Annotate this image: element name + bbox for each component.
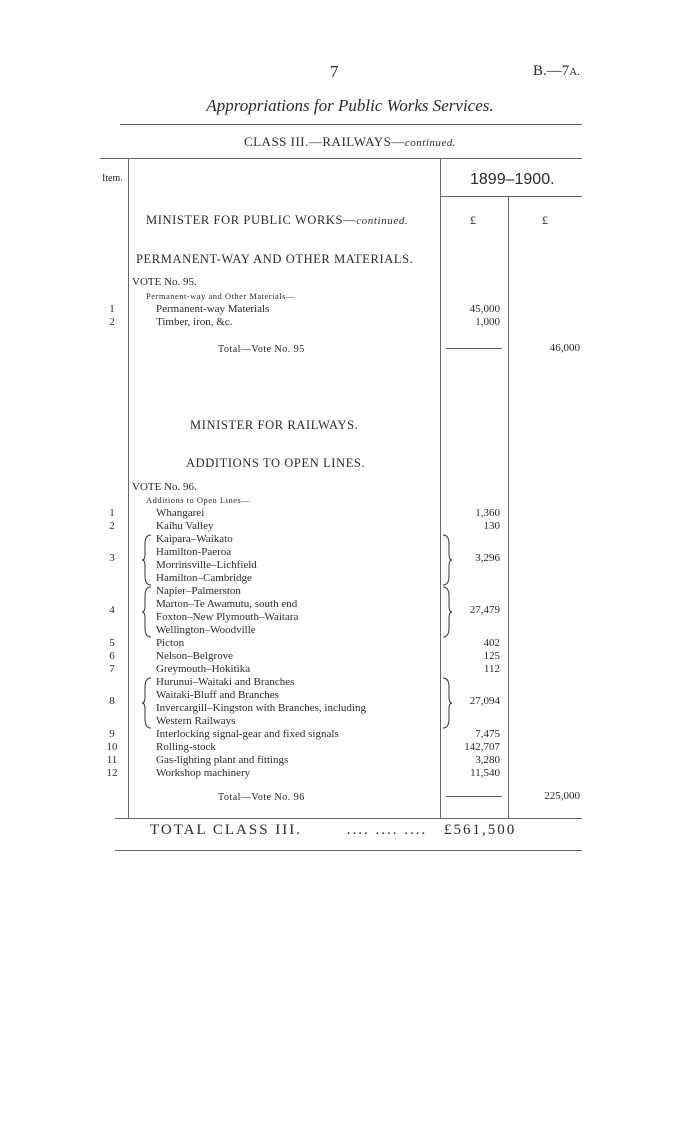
item-amount: 7,475 (475, 728, 500, 740)
group-line (0, 585, 700, 598)
section-heading-additions: ADDITIONS TO OPEN LINES. (186, 456, 366, 470)
item-number: 12 (106, 767, 118, 779)
item-label: Foxton–New Plymouth–Waitara (156, 611, 299, 623)
ministry-heading (146, 213, 408, 228)
item-amount: 3,280 (475, 754, 500, 766)
item-number: 3 (109, 552, 115, 564)
group-line (0, 533, 700, 546)
year-column-header: 1899–1900. (470, 171, 555, 188)
item-label: Picton (156, 637, 185, 649)
group-line (0, 624, 700, 637)
vote-label: VOTE No. 95. (132, 276, 197, 288)
item-amount: 45,000 (469, 303, 500, 315)
item-label: Hurunui–Waitaki and Branches (156, 676, 295, 688)
item-label: Kaipara–Waikato (156, 533, 233, 545)
subhead: Additions to Open Lines— (146, 495, 251, 505)
item-amount: 142,707 (464, 741, 500, 753)
table-top-rule (100, 158, 582, 159)
grand-total-leader: .... .... .... (346, 822, 428, 838)
table-row (0, 303, 700, 316)
item-number: 7 (109, 663, 115, 675)
class-title-main: CLASS III.—RAILWAYS— (243, 134, 405, 149)
table-row (0, 507, 700, 520)
item-amount: 1,360 (475, 507, 500, 519)
right-brace (442, 677, 452, 729)
section-heading: PERMANENT-WAY AND OTHER MATERIALS. (136, 252, 414, 266)
item-label: Kaihu Valley (156, 520, 214, 532)
table-row (0, 754, 700, 767)
item-number: 1 (109, 303, 115, 315)
table-row (0, 316, 700, 329)
item-label: Workshop machinery (156, 767, 251, 779)
vote-total-amount: 225,000 (544, 790, 580, 802)
item-label: Wellington–Woodville (156, 624, 256, 636)
item-label: Hamilton–Cambridge (156, 572, 252, 584)
item-column-header: Item. (102, 173, 123, 184)
item-number: 8 (109, 695, 115, 707)
ministry-heading-text: MINISTER FOR PUBLIC WORKS— (146, 213, 357, 227)
document-reference (533, 63, 580, 80)
item-amount: 1,000 (475, 316, 500, 328)
item-label: Morrinsville–Lichfield (156, 559, 257, 571)
reference-suffix: A. (569, 66, 580, 78)
vote-total-label: Total—Vote No. 96 (218, 792, 305, 803)
item-number: 9 (109, 728, 115, 740)
grand-total-amount: £561,500 (444, 822, 517, 838)
left-brace (142, 677, 152, 729)
table-row (0, 637, 700, 650)
vote-total-amount: 46,000 (549, 342, 580, 354)
table-row (0, 728, 700, 741)
reference-main: B.—7 (533, 63, 570, 79)
item-label: Rolling-stock (156, 741, 216, 753)
total-rule (446, 796, 502, 797)
left-brace (142, 586, 152, 638)
item-number: 6 (109, 650, 115, 662)
page-title: Appropriations for Public Works Services. (206, 96, 494, 115)
table-row (0, 767, 700, 780)
header-rule (120, 124, 582, 125)
item-number: 4 (109, 604, 115, 616)
total-rule (446, 348, 502, 349)
item-number: 1 (109, 507, 115, 519)
item-amount: 130 (483, 520, 500, 532)
item-label: Invercargill–Kingston with Branches, including (156, 702, 366, 714)
item-amount: 11,540 (470, 767, 500, 779)
group-amount: 27,094 (469, 695, 500, 707)
item-label: Waitaki-Bluff and Branches (156, 689, 279, 701)
table-row (0, 520, 700, 533)
group-number (0, 552, 700, 565)
group-line (0, 715, 700, 728)
table-row (0, 650, 700, 663)
item-label: Interlocking signal-gear and fixed signals (156, 728, 339, 740)
item-amount: 125 (483, 650, 500, 662)
item-label: Greymouth–Hokitika (156, 663, 251, 675)
table-row (0, 741, 700, 754)
group-number (0, 695, 700, 708)
group-number (0, 604, 700, 617)
item-label: Hamilton-Paeroa (156, 546, 232, 558)
page-number: 7 (330, 62, 339, 81)
item-label: Nelson–Belgrove (156, 650, 233, 662)
vote-label: VOTE No. 96. (132, 481, 197, 493)
item-number: 2 (109, 520, 115, 532)
vote-total-label: Total—Vote No. 95 (218, 344, 305, 355)
item-label: Timber, iron, &c. (156, 316, 233, 328)
right-brace (442, 534, 452, 586)
item-label: Marton–Te Awamutu, south end (156, 598, 298, 610)
item-label: Whangarei (156, 507, 205, 519)
grand-total-label: TOTAL CLASS III. (150, 822, 303, 838)
table-bottom-rule (115, 818, 582, 819)
item-number: 2 (109, 316, 115, 328)
group-amount: 27,479 (469, 604, 500, 616)
currency-symbol-left: £ (470, 213, 476, 227)
item-number: 5 (109, 637, 115, 649)
class-title-suffix: continued. (404, 137, 457, 149)
item-amount: 402 (483, 637, 500, 649)
ministry-heading-railways: MINISTER FOR RAILWAYS. (190, 418, 359, 432)
item-label: Permanent-way Materials (156, 303, 270, 315)
left-brace (142, 534, 152, 586)
grand-total (150, 822, 516, 839)
item-amount: 112 (483, 663, 500, 675)
currency-symbol-right: £ (542, 213, 548, 227)
table-row (0, 663, 700, 676)
ministry-heading-suffix: continued. (356, 215, 409, 227)
class-title (0, 134, 700, 150)
year-header-rule (440, 196, 582, 197)
item-number: 10 (106, 741, 118, 753)
grand-total-rule (115, 850, 582, 851)
item-label: Napier–Palmerston (156, 585, 241, 597)
group-line (0, 572, 700, 585)
item-label: Western Railways (156, 715, 236, 727)
item-number: 11 (106, 754, 118, 766)
right-brace (442, 586, 452, 638)
subhead: Permanent-way and Other Materials— (146, 291, 295, 301)
group-line (0, 676, 700, 689)
item-label: Gas-lighting plant and fittings (156, 754, 289, 766)
group-amount: 3,296 (475, 552, 500, 564)
